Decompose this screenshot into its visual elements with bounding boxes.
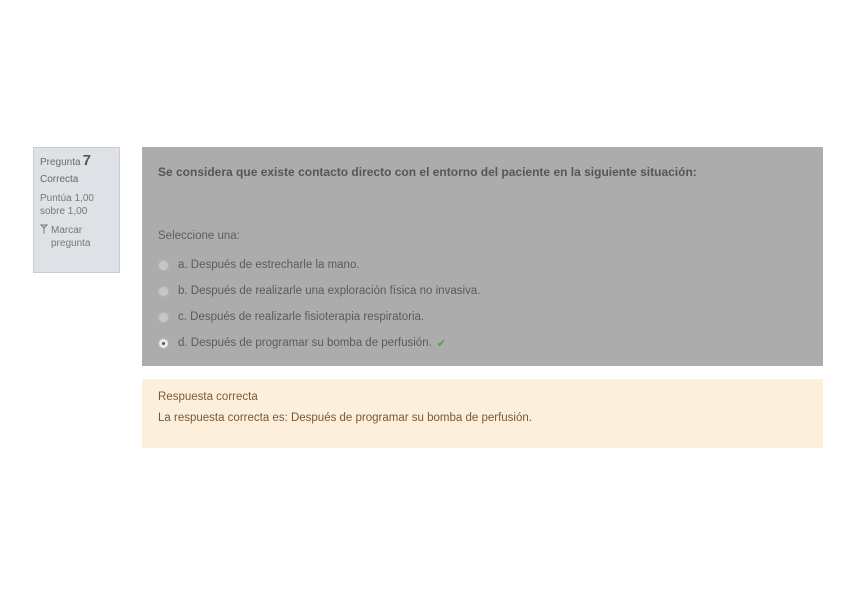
question-state: Correcta bbox=[40, 174, 79, 185]
flag-label bbox=[51, 224, 90, 250]
question-content bbox=[142, 147, 823, 366]
radio-button[interactable] bbox=[158, 286, 169, 297]
feedback-panel bbox=[142, 379, 823, 448]
question-text: Se considera que existe contacto directo con el entorno del paciente en la siguiente situación: bbox=[158, 165, 697, 179]
feedback-title: Respuesta correcta bbox=[158, 391, 258, 403]
flag-question-link[interactable] bbox=[40, 224, 113, 250]
answer-option-b[interactable] bbox=[158, 278, 480, 304]
answer-label: d. Después de programar su bomba de perfusión. bbox=[178, 337, 432, 349]
question-number: 7 bbox=[82, 152, 91, 169]
answer-label: a. Después de estrecharle la mano. bbox=[178, 259, 360, 271]
flag-line-2: pregunta bbox=[51, 238, 91, 249]
question-label: Pregunta bbox=[40, 157, 81, 168]
flag-line-1: Marcar bbox=[51, 225, 83, 236]
answer-label: c. Después de realizarle fisioterapia respiratoria. bbox=[178, 311, 425, 323]
question-number-line bbox=[40, 154, 113, 169]
grade-line-1: Puntúa 1,00 bbox=[40, 193, 94, 204]
answer-prompt: Seleccione una: bbox=[158, 230, 240, 242]
flag-icon bbox=[40, 224, 48, 238]
answer-label: b. Después de realizarle una exploración física no invasiva. bbox=[178, 285, 481, 297]
answer-option-d[interactable] bbox=[158, 330, 480, 356]
question-grade bbox=[40, 192, 113, 218]
correct-answer-text: La respuesta correcta es: Después de programar su bomba de perfusión. bbox=[158, 412, 532, 424]
radio-button[interactable] bbox=[158, 312, 169, 323]
check-icon: ✔ bbox=[436, 337, 447, 350]
answer-option-c[interactable] bbox=[158, 304, 480, 330]
radio-button-selected[interactable] bbox=[158, 338, 169, 349]
question-info-panel bbox=[33, 147, 120, 273]
answer-list bbox=[158, 252, 480, 356]
answer-option-a[interactable] bbox=[158, 252, 480, 278]
grade-line-2: sobre 1,00 bbox=[40, 206, 88, 217]
radio-button[interactable] bbox=[158, 260, 169, 271]
